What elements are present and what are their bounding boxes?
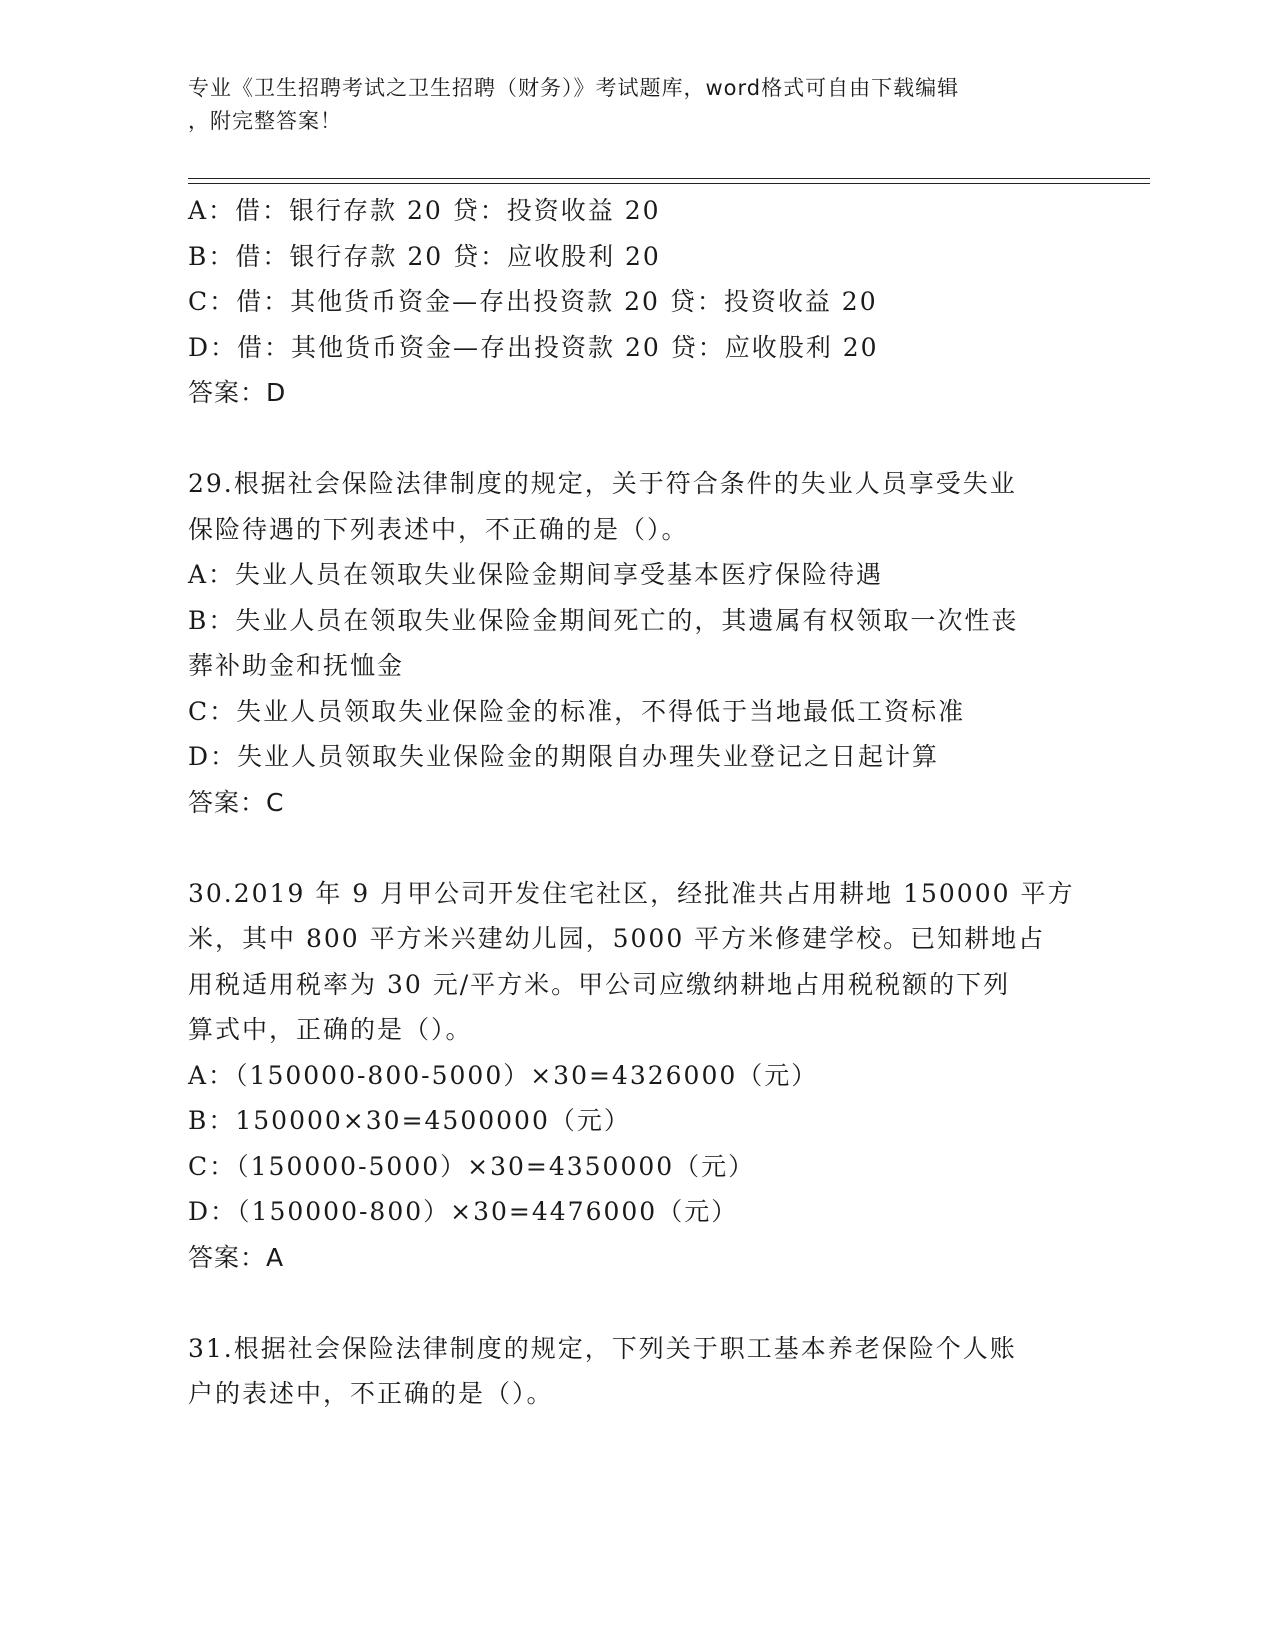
header-rule-bottom [188, 183, 1150, 184]
answer: 答案：A [188, 1242, 285, 1272]
question-stem: 29.根据社会保险法律制度的规定，关于符合条件的失业人员享受失业 [188, 469, 1017, 498]
answer: 答案：D [188, 378, 287, 407]
question-stem: 31.根据社会保险法律制度的规定，下列关于职工基本养老保险个人账 [188, 1333, 1017, 1363]
document-body [188, 188, 1088, 1417]
option-a: A：失业人员在领取失业保险金期间享受基本医疗保险待遇 [188, 560, 884, 589]
document-header [188, 72, 1068, 138]
spacer [188, 1280, 1088, 1326]
question-29 [188, 461, 1088, 825]
option-c: C：失业人员领取失业保险金的标准，不得低于当地最低工资标准 [188, 696, 966, 726]
question-stem: 米，其中 800 平方米兴建幼儿园，5000 平方米修建学校。已知耕地占 [188, 924, 1046, 953]
option-c: C：（150000-5000）×30=4350000（元） [188, 1151, 756, 1181]
header-rule-top [188, 178, 1150, 179]
option-c: C：借：其他货币资金—存出投资款 20 贷：投资收益 20 [188, 287, 878, 316]
question-stem: 用税适用税率为 30 元/平方米。甲公司应缴纳耕地占用税税额的下列 [188, 969, 1011, 999]
option-b: B：借：银行存款 20 贷：应收股利 20 [188, 241, 661, 271]
question-28 [188, 188, 1088, 416]
answer: 答案：C [188, 787, 285, 817]
question-30 [188, 871, 1088, 1281]
option-a: A：（150000-800-5000）×30=4326000（元） [188, 1060, 819, 1090]
spacer [188, 825, 1088, 871]
question-stem: 算式中，正确的是（）。 [188, 1015, 473, 1044]
option-b: B：失业人员在领取失业保险金期间死亡的，其遗属有权领取一次性丧 [188, 605, 1019, 635]
question-stem: 户的表述中，不正确的是（）。 [188, 1379, 554, 1408]
spacer [188, 416, 1088, 462]
question-stem: 30.2019 年 9 月甲公司开发住宅社区，经批准共占用耕地 150000 平方 [188, 878, 1075, 908]
header-line-2: ，附完整答案！ [188, 109, 342, 133]
option-d: D：借：其他货币资金—存出投资款 20 贷：应收股利 20 [188, 332, 879, 362]
option-a: A：借：银行存款 20 贷：投资收益 20 [188, 196, 661, 225]
question-31 [188, 1326, 1088, 1417]
option-d: D：失业人员领取失业保险金的期限自办理失业登记之日起计算 [188, 742, 940, 771]
question-stem: 保险待遇的下列表述中，不正确的是（）。 [188, 514, 689, 544]
header-line-1: 专业《卫生招聘考试之卫生招聘（财务）》考试题库，word格式可自由下载编辑 [188, 76, 960, 100]
option-b: B：150000×30=4500000（元） [188, 1106, 631, 1135]
option-d: D：（150000-800）×30=4476000（元） [188, 1197, 739, 1226]
option-b-continued: 葬补助金和抚恤金 [188, 651, 405, 680]
